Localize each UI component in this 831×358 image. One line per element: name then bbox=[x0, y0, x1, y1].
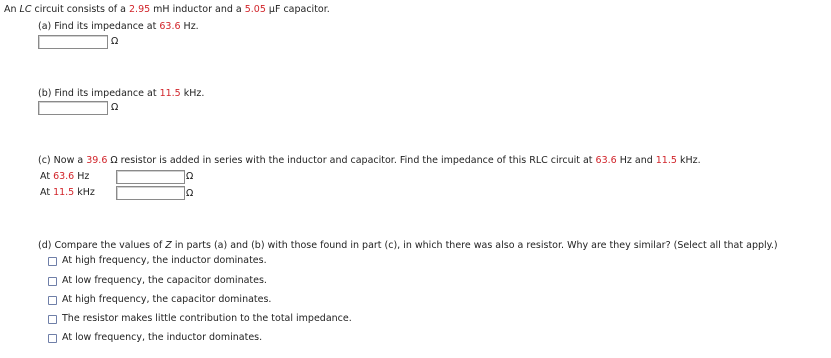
intro-text: An bbox=[4, 4, 20, 15]
part-a-text: Hz. bbox=[180, 21, 199, 32]
part-c-impedance-input-low[interactable] bbox=[116, 170, 185, 184]
option-label[interactable]: At high frequency, the capacitor dominates. bbox=[62, 294, 272, 305]
label-text: At bbox=[40, 187, 54, 198]
z-italic: Z bbox=[165, 240, 172, 251]
option-checkbox[interactable] bbox=[48, 296, 57, 305]
option-label[interactable]: The resistor makes little contribution to the total impedance. bbox=[62, 313, 352, 324]
intro-text: circuit consists of a bbox=[31, 4, 129, 15]
intro-text: µF capacitor. bbox=[265, 4, 330, 15]
option-label[interactable]: At low frequency, the capacitor dominates. bbox=[62, 275, 267, 286]
label-text: Hz bbox=[74, 171, 90, 182]
problem-statement bbox=[4, 4, 330, 16]
part-c-frequency-1: 63.6 bbox=[595, 155, 617, 166]
inductance-value: 2.95 bbox=[129, 4, 151, 15]
option-checkbox[interactable] bbox=[48, 277, 57, 286]
label-text: At bbox=[40, 171, 54, 182]
ohm-unit: Ω bbox=[186, 188, 194, 199]
intro-text: mH inductor and a bbox=[150, 4, 245, 15]
ohm-unit: Ω bbox=[186, 171, 194, 182]
part-b-frequency: 11.5 bbox=[159, 88, 181, 99]
part-a-question bbox=[38, 21, 199, 33]
option-label[interactable]: At high frequency, the inductor dominates. bbox=[62, 255, 267, 266]
part-b-text: kHz. bbox=[180, 88, 205, 99]
ohm-unit: Ω bbox=[111, 102, 119, 113]
ohm-unit: Ω bbox=[111, 36, 119, 47]
resistance-value: 39.6 bbox=[86, 155, 108, 166]
option-checkbox[interactable] bbox=[48, 315, 57, 324]
part-d-question bbox=[38, 240, 778, 252]
label-text: kHz bbox=[74, 187, 95, 198]
capacitance-value: 5.05 bbox=[244, 4, 266, 15]
part-b-impedance-input[interactable] bbox=[38, 101, 108, 115]
part-c-text: Hz and bbox=[616, 155, 656, 166]
part-b-question bbox=[38, 88, 204, 100]
part-c-text: kHz. bbox=[676, 155, 701, 166]
row1-frequency: 63.6 bbox=[53, 171, 75, 182]
part-c-text: Ω resistor is added in series with the inductor and capacitor. Find the impedance of this RLC circuit at bbox=[107, 155, 596, 166]
part-d-text: (d) Compare the values of bbox=[38, 240, 166, 251]
part-c-row1-label bbox=[40, 171, 89, 183]
part-c-row2-label bbox=[40, 187, 95, 199]
part-c-question bbox=[38, 155, 701, 167]
option-checkbox[interactable] bbox=[48, 257, 57, 266]
part-c-impedance-input-high[interactable] bbox=[116, 186, 185, 200]
part-a-text: (a) Find its impedance at bbox=[38, 21, 160, 32]
option-checkbox[interactable] bbox=[48, 334, 57, 343]
lc-italic: LC bbox=[19, 4, 32, 15]
part-b-text: (b) Find its impedance at bbox=[38, 88, 160, 99]
part-a-frequency: 63.6 bbox=[159, 21, 181, 32]
part-a-impedance-input[interactable] bbox=[38, 35, 108, 49]
row2-frequency: 11.5 bbox=[53, 187, 75, 198]
part-d-text: in parts (a) and (b) with those found in part (c), in which there was also a resistor. Why are they similar? (Select all that apply.) bbox=[171, 240, 778, 251]
part-c-frequency-2: 11.5 bbox=[655, 155, 677, 166]
option-label[interactable]: At low frequency, the inductor dominates. bbox=[62, 332, 263, 343]
part-c-text: (c) Now a bbox=[38, 155, 87, 166]
